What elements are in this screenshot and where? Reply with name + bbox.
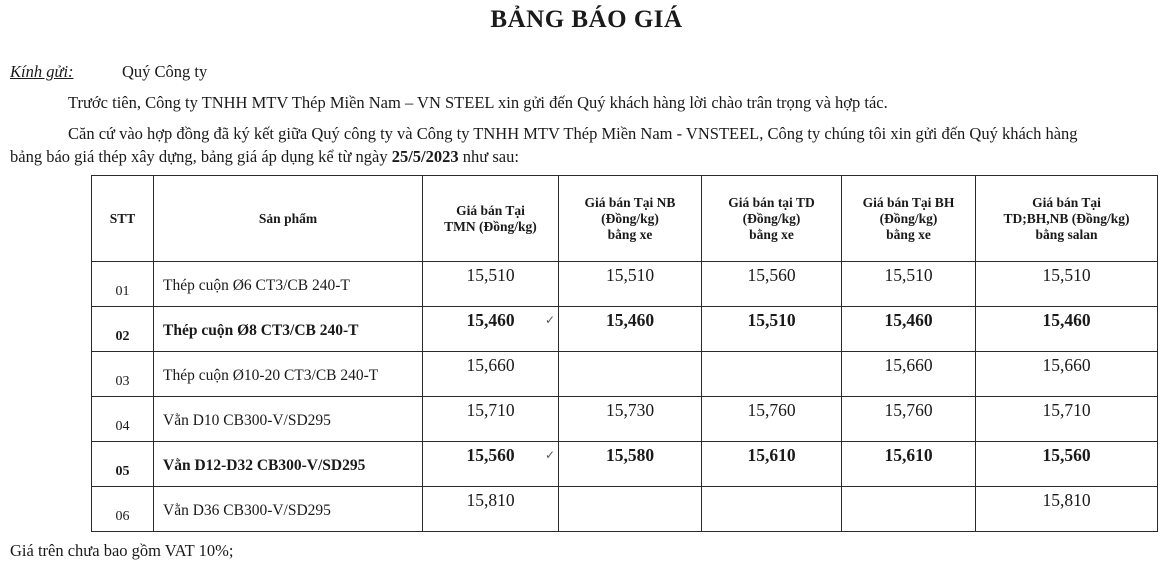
- price-tmn: 15,710: [466, 400, 515, 420]
- row-product: Thép cuộn Ø8 CT3/CB 240-T: [163, 322, 359, 339]
- basis-prefix: bảng báo giá thép xây dựng, bảng giá áp dụng kể từ ngày: [10, 147, 392, 166]
- price-salan: 15,710: [1042, 400, 1091, 420]
- vat-note: Giá trên chưa bao gồm VAT 10%;: [10, 541, 234, 560]
- row-product: Vằn D36 CB300-V/SD295: [163, 502, 331, 519]
- price-tmn: 15,660: [466, 355, 515, 375]
- price-tmn: 15,560: [466, 445, 515, 465]
- table-row: [92, 352, 1158, 397]
- table-row: [92, 307, 1158, 352]
- header-salan: Giá bán Tại TD;BH,NB (Đồng/kg) bằng salan: [976, 176, 1158, 262]
- row-stt: 05: [115, 464, 130, 479]
- price-nb: 15,580: [605, 445, 655, 465]
- price-td: 15,760: [747, 400, 796, 420]
- price-nb: 15,730: [605, 400, 655, 420]
- row-product: Vằn D12-D32 CB300-V/SD295: [163, 457, 366, 474]
- header-bh: Giá bán Tại BH (Đồng/kg) bằng xe: [842, 176, 976, 262]
- basis-suffix: như sau:: [458, 147, 519, 166]
- row-stt: 03: [115, 374, 130, 389]
- price-td: 15,510: [747, 310, 796, 330]
- document-title: BẢNG BÁO GIÁ: [490, 6, 683, 33]
- greeting-recipient: Quý Công ty: [122, 62, 208, 81]
- price-td: 15,560: [747, 265, 796, 285]
- price-salan: 15,560: [1042, 445, 1091, 465]
- header-td: Giá bán tại TD (Đồng/kg) bằng xe: [702, 176, 842, 262]
- row-stt: 06: [115, 509, 130, 524]
- price-tmn: 15,460: [466, 310, 515, 330]
- table-header-row: [92, 176, 1158, 262]
- price-salan: 15,810: [1042, 490, 1091, 510]
- row-stt: 04: [115, 419, 130, 434]
- basis-paragraph-line2: [10, 147, 519, 167]
- header-tmn: Giá bán Tại TMN (Đồng/kg): [423, 176, 559, 262]
- price-bh: 15,660: [884, 355, 933, 375]
- header-nb: Giá bán Tại NB (Đồng/kg) bằng xe: [559, 176, 702, 262]
- price-tmn: 15,510: [466, 265, 515, 285]
- table-row: [92, 397, 1158, 442]
- header-stt: STT: [92, 176, 154, 262]
- price-bh: 15,510: [884, 265, 933, 285]
- table-row: [92, 262, 1158, 307]
- price-salan: 15,660: [1042, 355, 1091, 375]
- row-product: Thép cuộn Ø10-20 CT3/CB 240-T: [163, 367, 379, 384]
- basis-paragraph-line1: Căn cứ vào hợp đồng đã ký kết giữa Quý công ty và Công ty TNHH MTV Thép Miền Nam - VNSTEEL, Công ty chúng tôi xin gửi đến Quý khách hàng: [68, 124, 1078, 143]
- price-nb: 15,460: [605, 310, 655, 330]
- row-product: Vằn D10 CB300-V/SD295: [163, 412, 331, 429]
- price-salan: 15,510: [1042, 265, 1091, 285]
- price-salan: 15,460: [1042, 310, 1091, 330]
- table-row: [92, 487, 1158, 532]
- header-product: Sản phẩm: [154, 176, 423, 262]
- row-stt: 02: [115, 329, 130, 344]
- price-table: [91, 175, 1158, 532]
- price-bh: 15,760: [884, 400, 933, 420]
- price-tmn: 15,810: [466, 490, 515, 510]
- greeting-label: Kính gửi:: [10, 62, 74, 81]
- price-td: 15,610: [747, 445, 796, 465]
- price-nb: 15,510: [605, 265, 655, 285]
- row-stt: 01: [115, 284, 130, 299]
- effective-date: 25/5/2023: [391, 147, 459, 166]
- price-bh: 15,610: [884, 445, 933, 465]
- table-row: [92, 442, 1158, 487]
- intro-paragraph: Trước tiên, Công ty TNHH MTV Thép Miền Nam – VN STEEL xin gửi đến Quý khách hàng lời chào trân trọng và hợp tác.: [68, 93, 888, 112]
- check-mark-icon: ✓: [544, 448, 555, 462]
- row-product: Thép cuộn Ø6 CT3/CB 240-T: [163, 277, 350, 294]
- check-mark-icon: ✓: [544, 313, 555, 327]
- price-bh: 15,460: [884, 310, 933, 330]
